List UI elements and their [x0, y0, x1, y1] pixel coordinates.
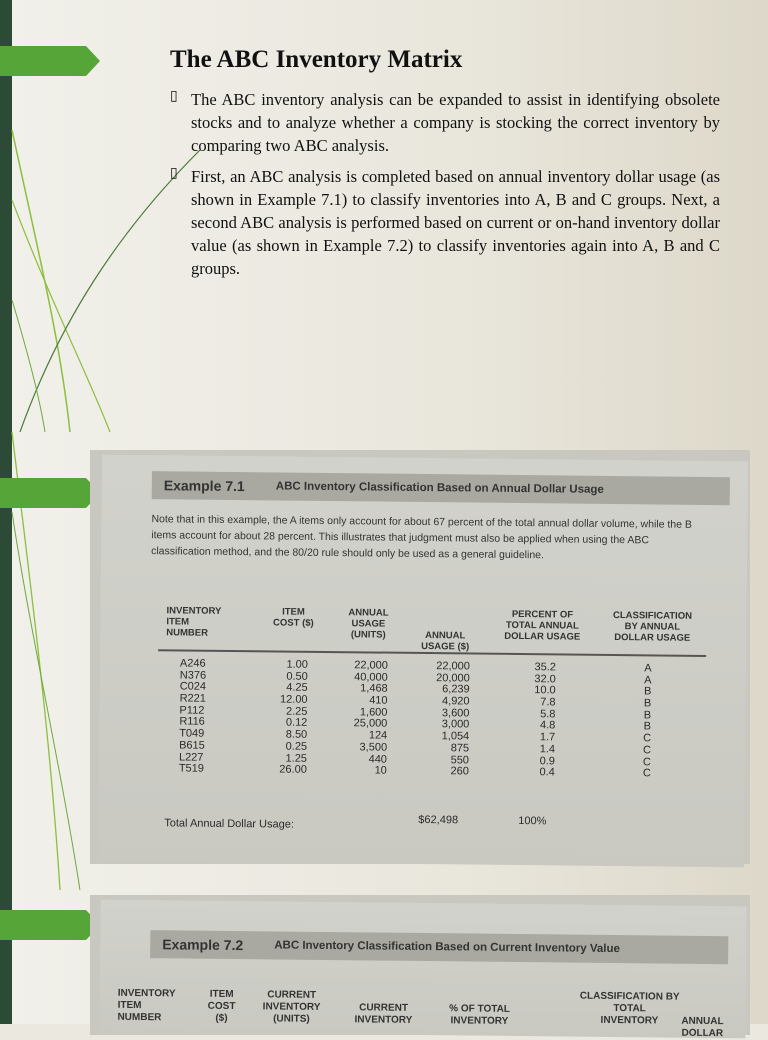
col-header-item-number: INVENTORY ITEM NUMBER — [166, 605, 222, 639]
cell-item-number: L227 — [178, 750, 204, 764]
cell-annual-dollars: 6,239 — [442, 683, 470, 696]
cell-annual-units: 124 — [368, 729, 388, 742]
cell-percent: 35.2 — [534, 661, 557, 674]
cell-item-cost: 12.00 — [279, 693, 308, 706]
cell-classification: A — [644, 662, 652, 675]
cell-item-cost: 1.00 — [286, 658, 309, 671]
bullet-icon: ▯ — [170, 166, 178, 181]
cell-percent: 1.7 — [539, 731, 556, 744]
cell-annual-units: 3,500 — [359, 741, 388, 754]
cell-classification: C — [643, 732, 652, 745]
bullet-item-1: ▯ The ABC inventory analysis can be expanded to assist in identifying obsolete stocks and to analyze whether a company is stocking the correct inventory by comparing two ABC analysis. — [170, 88, 720, 157]
col-header-annual-dollar: ANNUAL DOLLAR — [681, 1015, 724, 1040]
cell-item-cost: 0.50 — [286, 670, 308, 683]
col-header-percent: PERCENT OF TOTAL ANNUAL DOLLAR USAGE — [504, 608, 581, 643]
cell-item-number: A246 — [179, 657, 206, 670]
slide-title: The ABC Inventory Matrix — [170, 46, 463, 73]
green-arrow-tab — [0, 478, 100, 508]
cell-item-cost: 8.50 — [285, 728, 308, 741]
cell-item-cost: 1.25 — [285, 752, 308, 765]
cell-classification: A — [644, 674, 652, 687]
cell-annual-dollars: 1,054 — [441, 730, 470, 743]
cell-item-cost: 2.25 — [285, 705, 308, 718]
green-arrow-tab — [0, 910, 100, 940]
cell-item-number: R221 — [179, 692, 206, 705]
col-header-classification: CLASSIFICATION BY ANNUAL DOLLAR USAGE — [612, 609, 693, 644]
cell-item-cost: 0.25 — [285, 740, 308, 753]
slide-1 — [0, 0, 768, 432]
cell-classification: C — [643, 744, 652, 757]
cell-item-number: N376 — [179, 669, 207, 682]
col-header-annual-units: ANNUAL USAGE (UNITS) — [348, 607, 389, 641]
cell-annual-dollars: 875 — [450, 742, 470, 755]
cell-annual-units: 1,468 — [360, 682, 388, 696]
col-header-percent-total: % OF TOTAL INVENTORY — [449, 1003, 511, 1027]
col-classification — [637, 663, 658, 780]
col-item-costs — [249, 659, 308, 776]
cell-annual-dollars: 22,000 — [436, 660, 471, 673]
cell-annual-units: 410 — [369, 694, 388, 707]
example-title: ABC Inventory Classification Based on Annual Dollar Usage — [275, 480, 604, 496]
cell-item-cost: 26.00 — [279, 763, 307, 776]
example-number: Example 7.2 — [162, 936, 244, 954]
cell-percent: 5.8 — [540, 707, 556, 721]
example-7-1-photo — [90, 450, 750, 864]
book-page — [99, 900, 746, 1039]
cell-classification: C — [642, 767, 651, 780]
cell-annual-units: 40,000 — [354, 670, 388, 684]
col-header-item-number: INVENTORY ITEM NUMBER — [117, 987, 176, 1024]
book-page — [98, 455, 748, 868]
cell-annual-units: 440 — [368, 752, 388, 766]
cell-item-number: T049 — [179, 727, 205, 740]
cell-percent: 0.4 — [539, 766, 555, 779]
cell-annual-units: 22,000 — [354, 659, 389, 672]
example-note: Note that in this example, the A items only account for about 67 percent of the total annual dollar volume, while the B items account for about 28 percent. This illustrates that judgment must also be applied when using the ABC classification method, and the 80/20 rule should only be used as a general guideline. — [151, 513, 693, 562]
cell-annual-dollars: 550 — [450, 753, 470, 766]
cell-item-number: B615 — [179, 739, 205, 752]
cell-item-number: T519 — [178, 762, 204, 775]
cell-item-cost: 0.12 — [285, 717, 308, 730]
cell-classification: B — [643, 709, 652, 722]
cell-percent: 4.8 — [539, 719, 556, 732]
cell-percent: 0.9 — [539, 754, 556, 767]
col-header-classification: CLASSIFICATION BY TOTAL INVENTORY — [579, 990, 680, 1027]
col-header-current-units: CURRENT INVENTORY (UNITS) — [262, 989, 321, 1025]
bullet-icon: ▯ — [170, 89, 178, 104]
cell-item-number: C024 — [179, 680, 207, 694]
col-percent — [509, 662, 556, 779]
cell-percent: 10.0 — [534, 684, 556, 697]
total-label: Total Annual Dollar Usage: — [164, 817, 294, 831]
total-percent: 100% — [518, 815, 547, 828]
cell-item-number: P112 — [179, 704, 205, 717]
cell-classification: C — [642, 755, 651, 768]
example-header-bar — [152, 471, 730, 505]
cell-item-number: R116 — [179, 715, 205, 729]
cell-annual-dollars: 4,920 — [441, 695, 470, 708]
col-header-item-cost: ITEM COST ($) — [207, 988, 236, 1024]
bullet-list — [170, 88, 720, 288]
cell-annual-dollars: 3,600 — [441, 706, 470, 720]
cell-annual-units: 1,600 — [359, 706, 388, 719]
bullet-item-2: ▯ First, an ABC analysis is completed based on annual inventory dollar usage (as shown in Example 7.1) to classify inventories into A, B and C groups. Next, a second ABC analysis is performed based on current or on-hand inventory dollar value (as shown in Example 7.2) to classify inventories again into A, B and C groups. — [170, 165, 720, 280]
cell-item-cost: 4.25 — [286, 681, 308, 695]
cell-classification: B — [643, 720, 652, 733]
col-header-item-cost: ITEM COST ($) — [273, 606, 314, 629]
col-annual-units — [329, 660, 388, 777]
col-annual-dollars — [411, 661, 470, 778]
col-item-numbers — [179, 658, 230, 775]
example-title: ABC Inventory Classification Based on Current Inventory Value — [274, 939, 621, 956]
green-arrow-tab — [0, 46, 100, 76]
cell-classification: B — [643, 685, 652, 698]
cell-percent: 7.8 — [540, 696, 556, 709]
cell-percent: 32.0 — [534, 672, 556, 686]
example-header-bar — [150, 930, 728, 964]
cell-percent: 1.4 — [539, 743, 556, 756]
cell-annual-dollars: 3,000 — [441, 718, 470, 731]
col-header-current-inventory: CURRENT INVENTORY — [354, 1002, 413, 1026]
cell-annual-units: 10 — [374, 764, 387, 777]
cell-annual-dollars: 260 — [450, 765, 469, 778]
example-7-2-photo — [90, 895, 750, 1040]
total-value: $62,498 — [418, 813, 459, 827]
cell-annual-dollars: 20,000 — [436, 671, 470, 685]
cell-classification: B — [643, 697, 652, 710]
cell-annual-units: 25,000 — [353, 717, 388, 731]
col-header-annual-dollars: ANNUAL USAGE ($) — [421, 630, 470, 653]
example-number: Example 7.1 — [163, 477, 245, 495]
